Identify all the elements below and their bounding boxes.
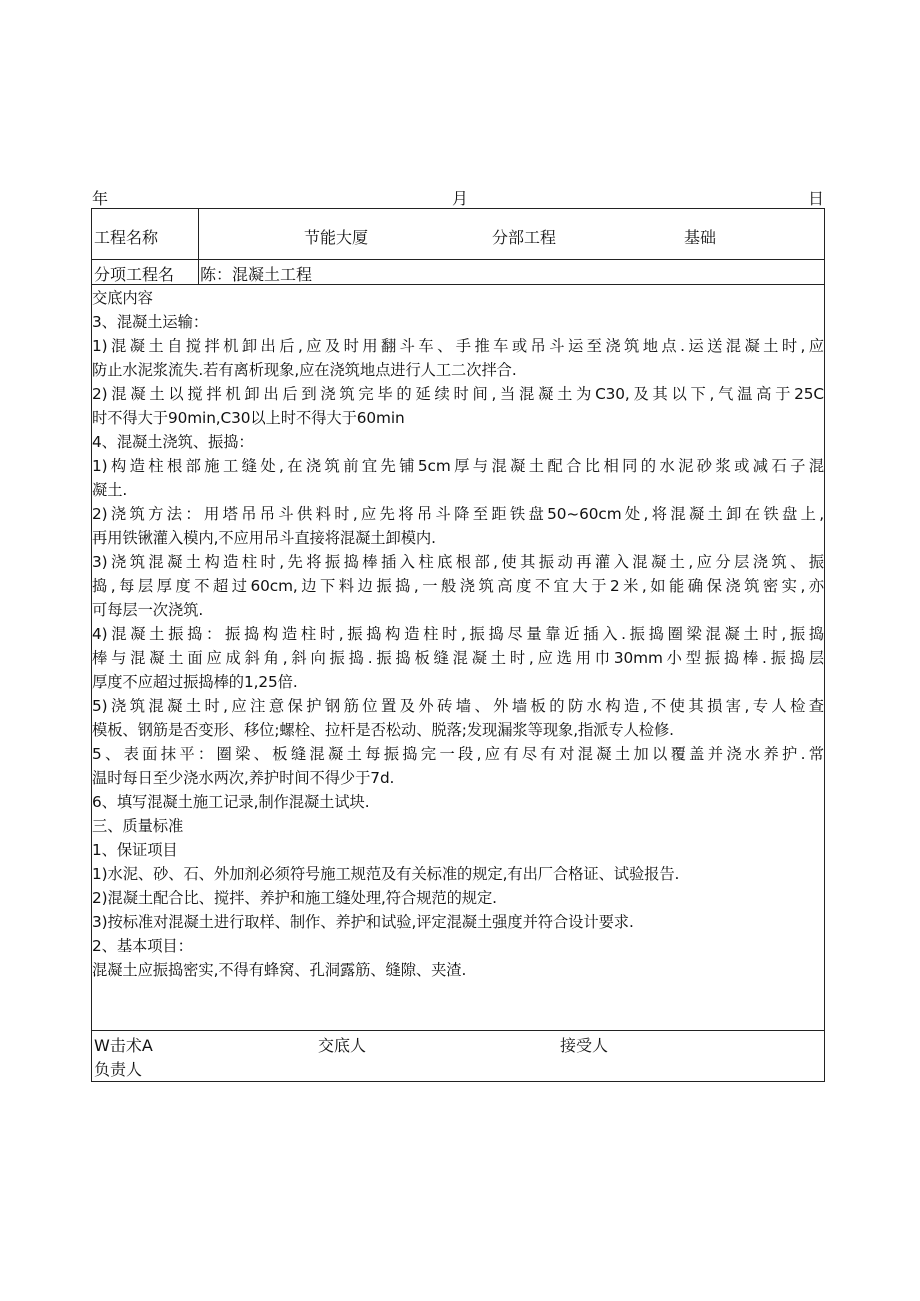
footer-row [92,1031,824,1082]
content-line: 1)混凝土自搅拌机卸出后,应及时用翻斗车、手推车或吊斗运至浇筑地点.运送混凝土时,应 [92,337,824,355]
content-line: 交底内容 [92,289,153,307]
content-line: 2)浇筑方法：用塔吊吊斗供料时,应先将吊斗降至距铁盘50~60cm处,将混凝土卸在铁盘上, [92,505,824,523]
content-line: 1)水泥、砂、石、外加剂必须符号施工规范及有关标准的规定,有出厂合格证、试验报告. [92,865,680,883]
content-line: 时不得大于90min,C30以上时不得大于60min [92,409,405,427]
content-line: 棒与混凝土面应成斜角,斜向振捣.振捣板缝混凝土时,应选用巾30mm小型振捣棒.振捣层 [92,649,824,667]
content-line: 5、表面抹平：圈梁、板缝混凝土每振捣完一段,应有尽有对混凝土加以覆盖并浇水养护.常 [92,745,824,763]
column-divider [198,260,199,284]
content-line: 3、混凝土运输： [92,313,209,331]
date-month: 月 [452,189,469,208]
column-divider [198,209,199,259]
subitem-label: 分项工程名 [94,265,175,284]
content-line: 1)构造柱根部施工缝处,在浇筑前宜先铺5cm厚与混凝土配合比相同的水泥砂浆或减石子混 [92,457,824,475]
content-line: 2)混凝土配合比、搅拌、养护和施工缝处理,符合规范的规定. [92,889,497,907]
content-section [92,285,824,1031]
handover-label: 交底人 [318,1036,367,1055]
header-row-subitem [92,260,824,285]
content-line: 3)浇筑混凝土构造柱时,先将振捣棒插入柱底根部,使其振动再灌入混凝土,应分层浇筑、振 [92,553,824,571]
content-line: 厚度不应超过振捣棒的1,25倍. [92,673,298,691]
content-line: 5)浇筑混凝土时,应注意保护钢筋位置及外砖墙、外墙板的防水构造,不使其损害,专人检查 [92,697,824,715]
date-year: 年 [92,189,109,208]
content-line: 混凝土应振捣密实,不得有蜂窝、孔洞露筋、缝隙、夹渣. [92,961,467,979]
responsible-label: 负责人 [94,1060,143,1079]
division-value: 基础 [684,228,717,247]
content-line: 6、填写混凝土施工记录,制作混凝土试块. [92,793,370,811]
content-line: 1、保证项目 [92,841,178,859]
tech-label: W击术A [94,1036,153,1055]
content-line: 温时每日至少浇水两次,养护时间不得少于7d. [92,769,395,787]
content-line: 凝土. [92,481,128,499]
date-row [92,186,824,208]
header-row-project [92,209,824,260]
content-line: 再用铁锹灌入模内,不应用吊斗直接将混凝土卸模内. [92,529,436,547]
content-line: 三、质量标准 [92,817,184,835]
content-line: 2、基本项目： [92,937,193,955]
division-label: 分部工程 [492,228,557,247]
content-line: 捣,每层厚度不超过60cm,边下料边振捣,一般浇筑高度不宜大于2米,如能确保浇筑密实,亦 [92,577,824,595]
receiver-label: 接受人 [560,1036,609,1055]
content-line: 2)混凝土以搅拌机卸出后到浇筑完毕的延续时间,当混凝土为C30,及其以下,气温高于25C [92,385,824,403]
content-line: 3)按标准对混凝土进行取样、制作、养护和试验,评定混凝土强度并符合设计要求. [92,913,634,931]
subitem-value: 陈：混凝土工程 [200,265,313,284]
project-name: 节能大厦 [304,228,369,247]
disclosure-form [91,208,825,1082]
content-line: 4)混凝土振捣：振捣构造柱时,振捣构造柱时,振捣尽量靠近插入.振捣圈梁混凝土时,振捣 [92,625,824,643]
content-line: 防止水泥浆流失.若有离析现象,应在浇筑地点进行人工二次拌合. [92,361,517,379]
content-line: 模板、钢筋是否变形、移位;螺栓、拉杆是否松动、脱落;发现漏浆等现象,指派专人检修. [92,721,674,739]
content-line: 4、混凝土浇筑、振捣： [92,433,254,451]
project-label: 工程名称 [94,228,159,247]
content-line: 可每层一次浇筑. [92,601,204,619]
date-day: 日 [808,189,825,208]
